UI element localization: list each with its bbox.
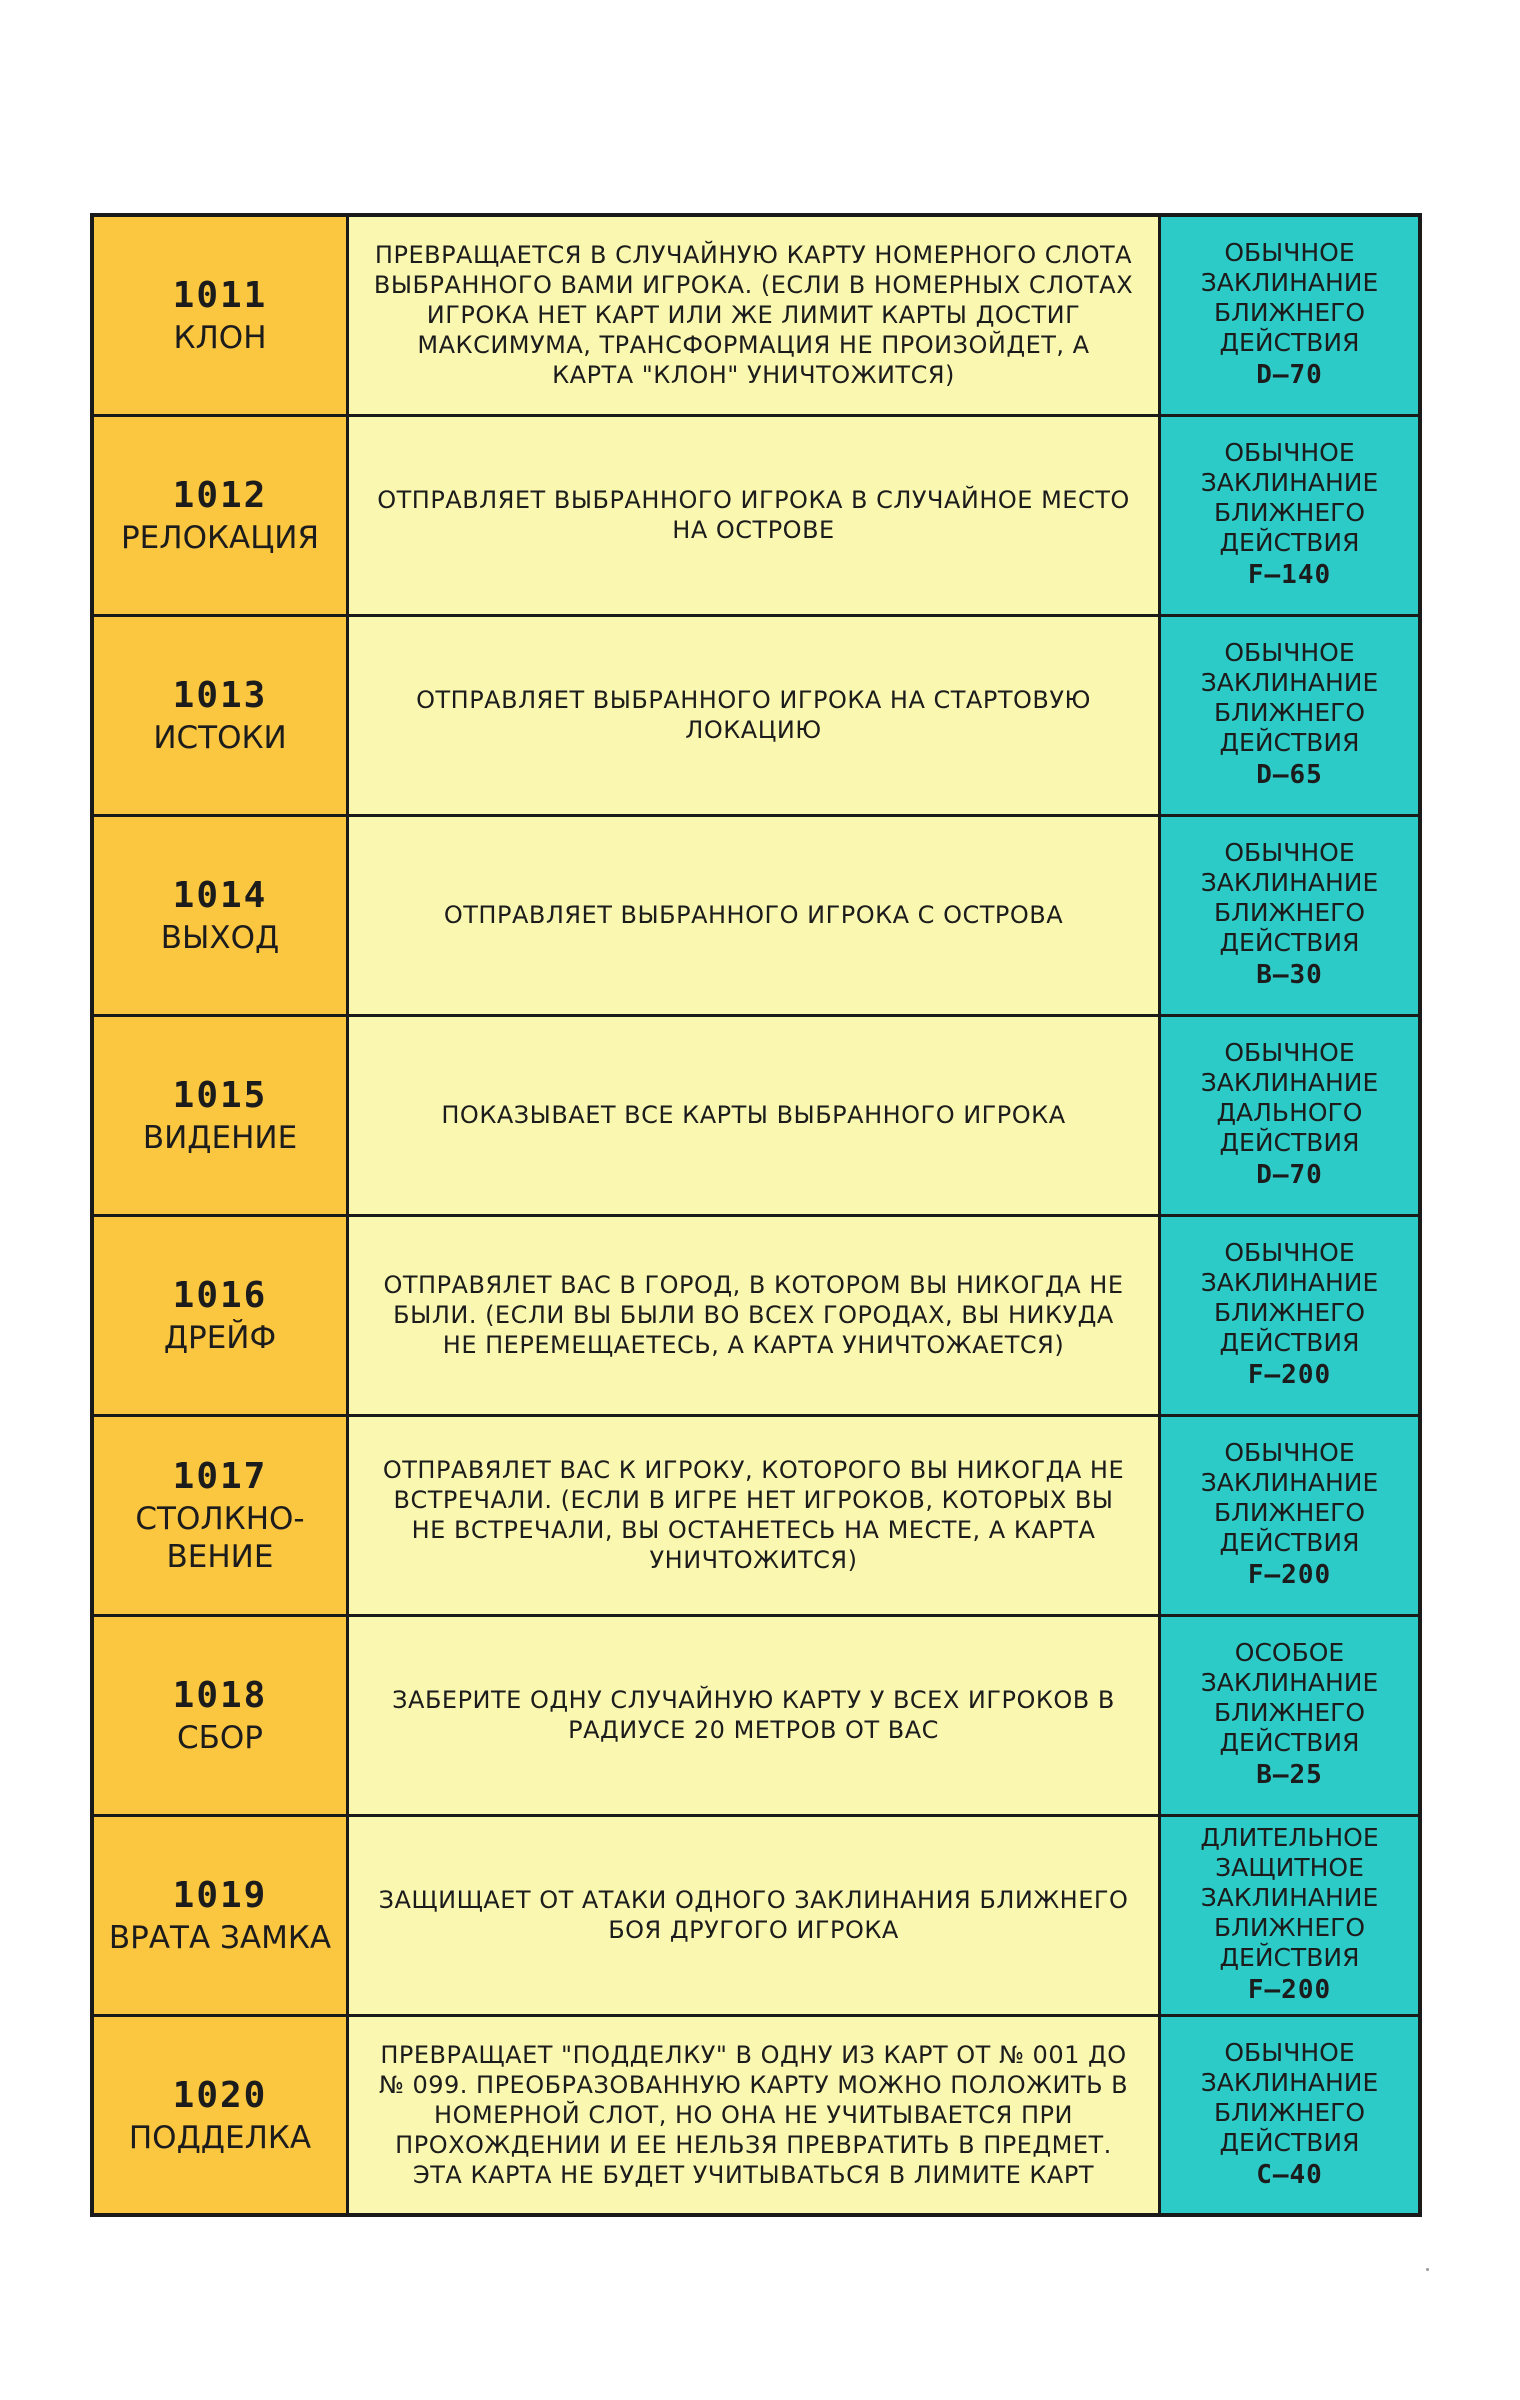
card-grade: D—65	[1256, 760, 1323, 790]
card-number: 1013	[172, 675, 268, 716]
card-row	[92, 415, 1420, 615]
card-number: 1017	[172, 1456, 268, 1497]
card-description-cell	[348, 2015, 1160, 2215]
card-description: ЗАЩИЩАЕТ ОТ АТАКИ ОДНОГО ЗАКЛИНАНИЯ БЛИЖНЕГО БОЯ ДРУГОГО ИГРОКА	[378, 1886, 1129, 1944]
card-number: 1014	[172, 875, 268, 916]
card-number: 1015	[172, 1075, 268, 1116]
page-speck	[1426, 2268, 1429, 2271]
card-row	[92, 615, 1420, 815]
card-type-cell	[1160, 215, 1421, 415]
card-description: ОТПРАВЛЯЕТ ВЫБРАННОГО ИГРОКА С ОСТРОВА	[443, 901, 1064, 929]
card-id-cell	[92, 1815, 348, 2015]
card-description: ОТПРАВЛЯЕТ ВЫБРАННОГО ИГРОКА В СЛУЧАЙНОЕ МЕСТО НА ОСТРОВЕ	[377, 486, 1130, 544]
card-description: ПРЕВРАЩАЕТСЯ В СЛУЧАЙНУЮ КАРТУ НОМЕРНОГО СЛОТА ВЫБРАННОГО ВАМИ ИГРОКА. (ЕСЛИ В НОМЕРНЫХ СЛОТАХ ИГРОКА НЕТ КАРТ ИЛИ ЖЕ ЛИМИТ КАРТЫ ДОСТИГ МАКСИМУМА, ТРАНСФОРМАЦИЯ НЕ ПРОИЗОЙДЕТ, А КАРТА "КЛОН" УНИЧТОЖИТСЯ)	[373, 241, 1134, 390]
spell-card-table	[90, 213, 1422, 2217]
card-row	[92, 815, 1420, 1015]
card-grade: B—25	[1256, 1760, 1323, 1790]
card-description-cell	[348, 215, 1160, 415]
card-description: ОТПРАВЯЛЕТ ВАС В ГОРОД, В КОТОРОМ ВЫ НИКОГДА НЕ БЫЛИ. (ЕСЛИ ВЫ БЫЛИ ВО ВСЕХ ГОРОДАХ, ВЫ НИКУДА НЕ ПЕРЕМЕЩАЕТЕСЬ, А КАРТА УНИЧТОЖАЕТСЯ)	[383, 1271, 1124, 1359]
card-type-cell	[1160, 615, 1421, 815]
card-type-cell	[1160, 1815, 1421, 2015]
card-description: ПРЕВРАЩАЕТ "ПОДДЕЛКУ" В ОДНУ ИЗ КАРТ ОТ № 001 ДО № 099. ПРЕОБРАЗОВАННУЮ КАРТУ МОЖНО ПОЛОЖИТЬ В НОМЕРНОЙ СЛОТ, НО ОНА НЕ УЧИТЫВАЕТСЯ ПРИ ПРОХОЖДЕНИИ И ЕЕ НЕЛЬЗЯ ПРЕВРАТИТЬ В ПРЕДМЕТ. ЭТА КАРТА НЕ БУДЕТ УЧИТЫВАТЬСЯ В ЛИМИТЕ КАРТ	[378, 2040, 1129, 2189]
card-type-cell	[1160, 2015, 1421, 2215]
card-row	[92, 1415, 1420, 1615]
card-name: ПОДДЕЛКА	[128, 2119, 312, 2156]
card-description: ОТПРАВЯЛЕТ ВАС К ИГРОКУ, КОТОРОГО ВЫ НИКОГДА НЕ ВСТРЕЧАЛИ. (ЕСЛИ В ИГРЕ НЕТ ИГРОКОВ, КОТОРЫХ ВЫ НЕ ВСТРЕЧАЛИ, ВЫ ОСТАНЕТЕСЬ НА МЕСТЕ, А КАРТА УНИЧТОЖИТСЯ)	[382, 1456, 1125, 1574]
card-id-cell	[92, 215, 348, 415]
card-grade: F—200	[1247, 1360, 1332, 1390]
card-type: ОБЫЧНОЕ ЗАКЛИНАНИЕ БЛИЖНЕГО ДЕЙСТВИЯ	[1200, 838, 1379, 957]
card-type: ОБЫЧНОЕ ЗАКЛИНАНИЕ БЛИЖНЕГО ДЕЙСТВИЯ	[1200, 1438, 1379, 1557]
card-type-cell	[1160, 1415, 1421, 1615]
card-row	[92, 1015, 1420, 1215]
card-description-cell	[348, 1615, 1160, 1815]
card-type-cell	[1160, 1615, 1421, 1815]
card-id-cell	[92, 1415, 348, 1615]
card-name: СТОЛКНО-ВЕНИЕ	[135, 1501, 305, 1575]
card-description: ЗАБЕРИТЕ ОДНУ СЛУЧАЙНУЮ КАРТУ У ВСЕХ ИГРОКОВ В РАДИУСЕ 20 МЕТРОВ ОТ ВАС	[392, 1686, 1115, 1744]
card-type-cell	[1160, 1215, 1421, 1415]
card-id-cell	[92, 615, 348, 815]
card-id-cell	[92, 415, 348, 615]
card-name: РЕЛОКАЦИЯ	[120, 520, 319, 556]
card-type-cell	[1160, 1015, 1421, 1215]
card-type: ОБЫЧНОЕ ЗАКЛИНАНИЕ ДАЛЬНОГО ДЕЙСТВИЯ	[1200, 1038, 1379, 1157]
card-type: ДЛИТЕЛЬНОЕ ЗАЩИТНОЕ ЗАКЛИНАНИЕ БЛИЖНЕГО ДЕЙСТВИЯ	[1200, 1823, 1379, 1972]
card-number: 1020	[172, 2074, 268, 2116]
card-name: ВРАТА ЗАМКА	[108, 1920, 332, 1956]
card-id-cell	[92, 1215, 348, 1415]
card-type-cell	[1160, 815, 1421, 1015]
card-type: ОБЫЧНОЕ ЗАКЛИНАНИЕ БЛИЖНЕГО ДЕЙСТВИЯ	[1200, 438, 1379, 557]
card-row	[92, 215, 1420, 415]
card-type: ОСОБОЕ ЗАКЛИНАНИЕ БЛИЖНЕГО ДЕЙСТВИЯ	[1200, 1638, 1379, 1757]
card-name: ВЫХОД	[160, 920, 280, 956]
card-id-cell	[92, 1615, 348, 1815]
card-grade: F—200	[1247, 1975, 1332, 2005]
card-description: ПОКАЗЫВАЕТ ВСЕ КАРТЫ ВЫБРАННОГО ИГРОКА	[441, 1101, 1066, 1129]
card-description-cell	[348, 415, 1160, 615]
card-description-cell	[348, 615, 1160, 815]
card-row	[92, 2015, 1420, 2215]
card-number: 1011	[172, 275, 268, 317]
card-description-cell	[348, 1815, 1160, 2015]
card-name: СБОР	[176, 1720, 263, 1756]
card-number: 1019	[172, 1875, 268, 1916]
card-description-cell	[348, 1215, 1160, 1415]
card-grade: F—200	[1247, 1560, 1332, 1590]
card-row	[92, 1815, 1420, 2015]
card-row	[92, 1215, 1420, 1415]
card-name: ВИДЕНИЕ	[142, 1120, 298, 1156]
card-type-cell	[1160, 415, 1421, 615]
card-grade: B—30	[1256, 960, 1323, 990]
card-description-cell	[348, 1015, 1160, 1215]
card-type: ОБЫЧНОЕ ЗАКЛИНАНИЕ БЛИЖНЕГО ДЕЙСТВИЯ	[1200, 238, 1379, 358]
card-name: КЛОН	[173, 320, 267, 357]
card-row	[92, 1615, 1420, 1815]
card-grade: F—140	[1247, 560, 1332, 590]
card-id-cell	[92, 2015, 348, 2215]
card-grade: D—70	[1256, 360, 1323, 391]
card-description: ОТПРАВЛЯЕТ ВЫБРАННОГО ИГРОКА НА СТАРТОВУЮ ЛОКАЦИЮ	[416, 686, 1091, 744]
card-type: ОБЫЧНОЕ ЗАКЛИНАНИЕ БЛИЖНЕГО ДЕЙСТВИЯ	[1200, 2037, 1379, 2157]
card-number: 1016	[172, 1275, 268, 1316]
card-type: ОБЫЧНОЕ ЗАКЛИНАНИЕ БЛИЖНЕГО ДЕЙСТВИЯ	[1200, 1238, 1379, 1357]
card-number: 1012	[172, 475, 268, 516]
card-id-cell	[92, 815, 348, 1015]
card-grade: D—70	[1256, 1160, 1323, 1190]
card-name: ДРЕЙФ	[163, 1320, 277, 1356]
card-description-cell	[348, 815, 1160, 1015]
card-id-cell	[92, 1015, 348, 1215]
card-type: ОБЫЧНОЕ ЗАКЛИНАНИЕ БЛИЖНЕГО ДЕЙСТВИЯ	[1200, 638, 1379, 757]
card-name: ИСТОКИ	[153, 720, 287, 756]
card-grade: C—40	[1256, 2159, 1323, 2190]
card-description-cell	[348, 1415, 1160, 1615]
card-number: 1018	[172, 1675, 268, 1716]
